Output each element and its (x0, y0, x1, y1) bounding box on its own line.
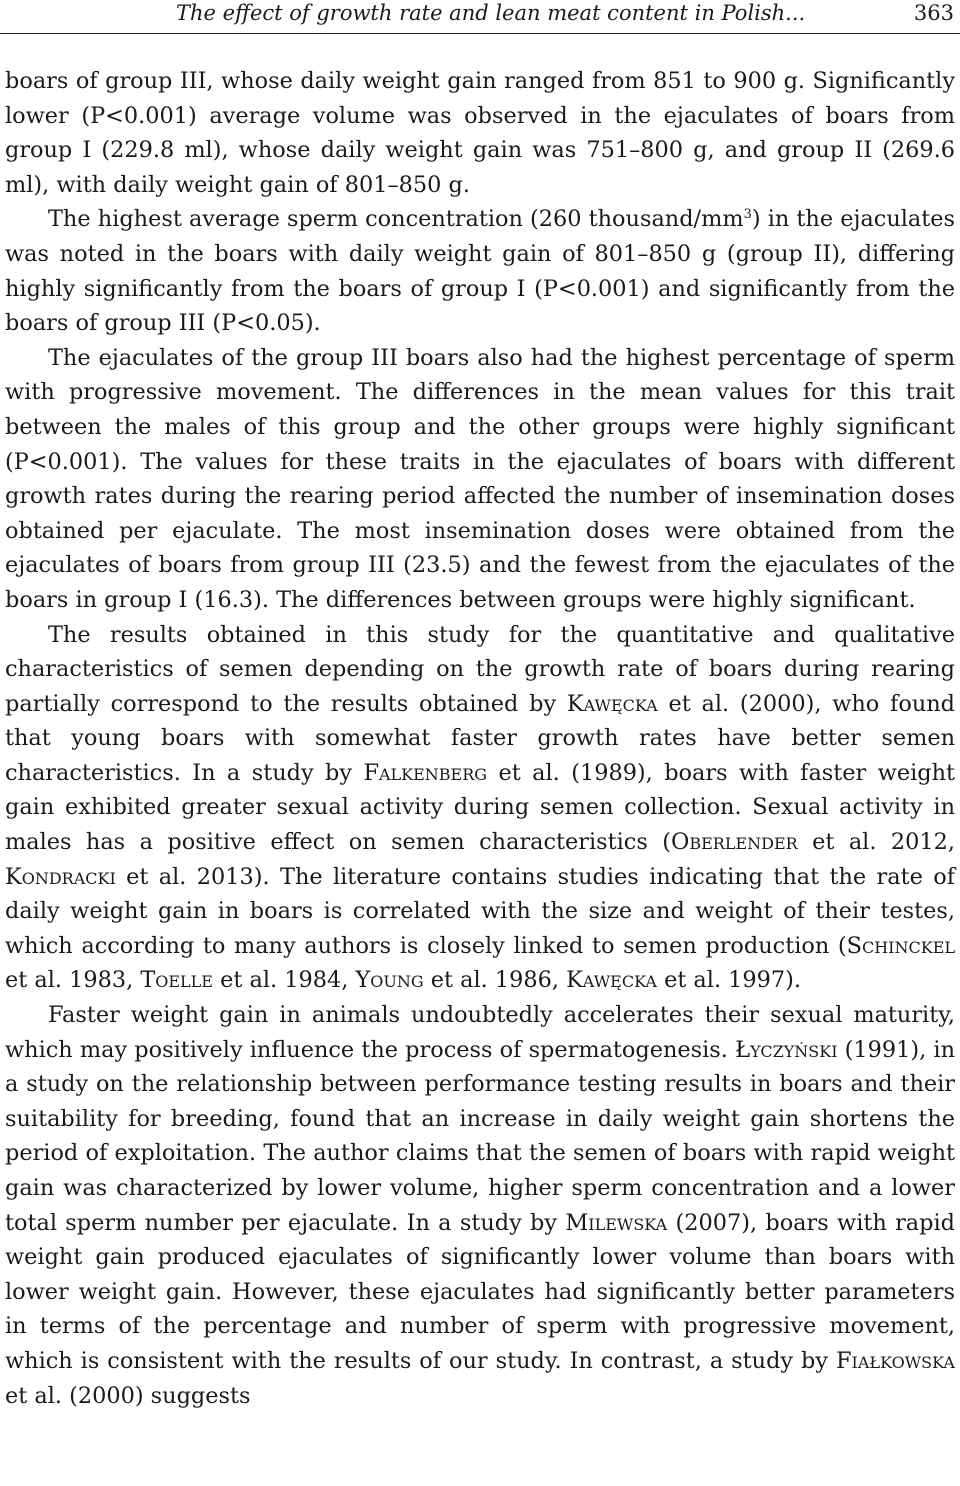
paragraph-1 (5, 64, 955, 202)
text-run: et al. (2000), who found that young boars with somewhat faster growth rates have better semen characteristics. In a study by (5, 690, 955, 786)
author-name: Kondracki (5, 863, 116, 890)
text-run: boars of group III, whose daily weight gain ranged from 851 to 900 g. Significantly lower (P<0.001) average volume was observed in the ejaculates of boars from group I (229.8 ml), whose daily weight gain was 751–800 g, and group II (269.6 ml), with daily weight gain of 801–850 g. (5, 68, 955, 198)
running-title: The effect of growth rate and lean meat content in Polish... (176, 1, 806, 25)
text-run: et al. 1983, (5, 967, 141, 994)
text-run: The ejaculates of the group III boars also had the highest percentage of sperm with progressive movement. The differences in the mean values for this trait between the males of this group and the other groups were highly significant (P<0.001). The values for these traits in the ejaculates of boars with different growth rates during the rearing period affected the number of insemination doses obtained per ejaculate. The most insemination doses were obtained from the ejaculates of boars from group III (23.5) and the fewest from the ejaculates of the boars in group I (16.3). The differences between groups were highly significant. (5, 344, 955, 613)
text-run: et al. 1984, (213, 967, 356, 994)
text-run: Faster weight gain in animals undoubtedly accelerates their sexual maturity, which may positively influence the process of spermatogenesis. (5, 1002, 955, 1063)
text-run: et al. (1989), boars with faster weight gain exhibited greater sexual activity during semen collection. Sexual activity in males has a positive effect on semen characteristics ( (5, 759, 955, 856)
author-name: Toelle (140, 967, 213, 994)
text-run: et al. (2000) suggests (5, 1382, 251, 1409)
author-name: Falkenberg (363, 759, 488, 786)
author-name: Young (355, 967, 424, 994)
paragraph-2 (5, 202, 955, 340)
author-name: Kawęcka (566, 967, 657, 994)
paragraph-3 (5, 341, 955, 618)
text-run: et al. 2013). The literature contains studies indicating that the rate of daily weight gain in boars is correlated with the size and weight of their testes, which according to many authors is closely linked to semen production ( (5, 863, 955, 959)
author-name: Kawęcka (566, 690, 658, 717)
author-name: Fiałkowska (835, 1347, 955, 1374)
author-name: Schinckel (846, 932, 955, 959)
superscript: 3 (743, 207, 752, 223)
page-number: 363 (913, 1, 954, 25)
text-run: The highest average sperm concentration (260 thousand/mm (48, 206, 744, 233)
text-run: ) in the ejaculates was noted in the boars with daily weight gain of 801–850 g (group II), differing highly significantly from the boars of group I (P<0.001) and significantly from the boars of group III (P<0.05). (5, 206, 955, 337)
text-run: The results obtained in this study for the quantitative and qualitative characteristics of semen depending on the growth rate of boars during rearing partially correspond to the results obtained by (5, 621, 955, 717)
text-run: (1991), in a study on the relationship between performance testing results in boars and their suitability for breeding, found that an increase in daily weight gain shortens the period of exploitation. The author claims that the semen of boars with rapid weight gain was characterized by lower volume, higher sperm concentration and a lower total sperm number per ejaculate. In a study by (5, 1036, 956, 1236)
text-run: et al. 1986, (423, 967, 567, 994)
paragraph-4 (5, 618, 955, 999)
author-name: Milewska (565, 1209, 668, 1236)
paragraph-5 (5, 998, 955, 1413)
text-run: et al. 2012, (797, 829, 955, 856)
author-name: Łyczyński (735, 1036, 838, 1063)
running-header (0, 0, 960, 34)
author-name: Oberlender (671, 829, 798, 856)
text-run: et al. 1997). (656, 967, 802, 994)
article-body (5, 64, 955, 1413)
text-run: (2007), boars with rapid weight gain produced ejaculates of significantly lower volume than boars with lower weight gain. However, these ejaculates had significantly better parameters in terms of the percentage and number of sperm with progressive movement, which is consistent with the results of our study. In contrast, a study by (5, 1209, 955, 1374)
